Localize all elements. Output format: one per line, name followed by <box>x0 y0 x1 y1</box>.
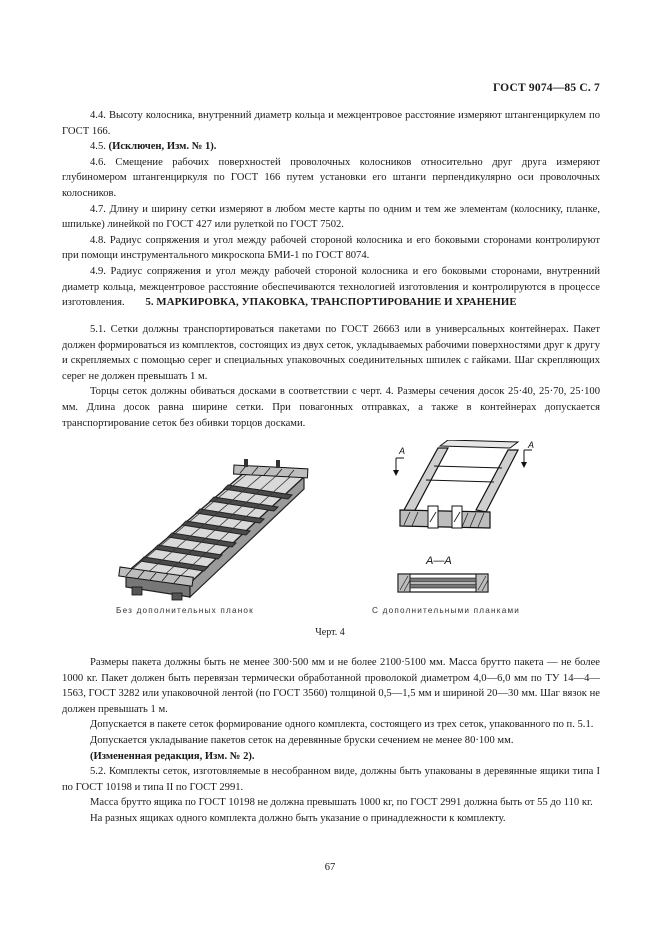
paragraph: 5.2. Комплекты сеток, изготовляемые в несобранном виде, должны быть упакованы в деревянные ящики типа I по ГОСТ 10198 и типа II по ГОСТ 2991. <box>62 766 600 793</box>
paragraph: Размеры пакета должны быть не менее 300·500 мм и не более 2100·5100 мм. Масса брутто пакета — не более 1000 кг. Пакет должен быть перевязан термически обработанной проволокой диаметром 4,0—6,0 мм по ТУ 14—4—1563, ГОСТ 3282 или упаковочной лентой (по ГОСТ 3560) толщиной 0,5—1,5 мм и шириной 20—30 мм. Шаг вязок не должен превышать 1 м. <box>62 657 600 715</box>
paragraph: 4.5. (Исключен, Изм. № 1). <box>90 141 217 153</box>
section-title: 5. МАРКИРОВКА, УПАКОВКА, ТРАНСПОРТИРОВАНИЕ И ХРАНЕНИЕ <box>145 296 517 308</box>
paragraph: Допускается укладывание пакетов сеток на деревянные бруски сечением не менее 80·100 мм. <box>90 734 514 746</box>
paragraph: Масса брутто ящика по ГОСТ 10198 не должна превышать 1000 кг, по ГОСТ 2991 должна быть от 55 до 110 кг. <box>90 797 593 809</box>
section-4-text <box>62 108 600 311</box>
paragraph: 4.6. Смещение рабочих поверхностей проволочных колосников относительно друг друга измеряют глубиномером штангенциркуля по ГОСТ 166 путем установки его штанги перпендикулярно оси проволочных колосников. <box>62 156 600 199</box>
paragraph: 4.8. Радиус сопряжения и угол между рабочей стороной колосника и его боковыми сторонами контролируют при помощи инструментального микроскопа БМИ-1 по ГОСТ 8074. <box>62 234 600 262</box>
paragraph: 5.1. Сетки должны транспортироваться пакетами по ГОСТ 26663 или в универсальных контейнерах. Пакет должен формироваться из комплектов, состоящих из двух сеток, укладываемых рабочими поверхностями друг к другу и скрепляемых с помощью серег и специальных упаковочных соединительных шпилек с гайками. Шаг скрепляющих серег не должен превышать 1 м. <box>62 324 600 382</box>
paragraph: (Измененная редакция, Изм. № 2). <box>90 750 255 762</box>
section-5-continued <box>62 655 600 827</box>
section-mark-a-right: А <box>528 440 535 450</box>
package-drawing-right <box>390 440 540 605</box>
package-drawing-left <box>116 455 326 605</box>
paragraph: 4.7. Длину и ширину сетки измеряют в любом месте карты по одним и тем же элементам (колоснику, планке, шпильке) линейкой по ГОСТ 427 или рулеткой по ГОСТ 7502. <box>62 203 600 231</box>
page-header: ГОСТ 9074—85 С. 7 <box>492 82 600 94</box>
figure-caption-left: Без дополнительных планок <box>116 606 254 615</box>
figure-number: Черт. 4 <box>315 627 345 638</box>
paragraph: На разных ящиках одного комплекта должно быть указание о принадлежности к комплекту. <box>90 812 506 824</box>
paragraph: Торцы сеток должны обиваться досками в соответствии с черт. 4. Размеры сечения досок 25·40, 25·70, 25·100 мм. Длина досок равна ширине сетки. При повагонных отправках, а также в контейнерах допускается транспортирование сеток без обивки торцов досками. <box>62 386 600 429</box>
section-label: А—А <box>426 555 452 567</box>
paragraph: 4.4. Высоту колосника, внутренний диаметр кольца и межцентровое расстояние измеряют штангенциркулем по ГОСТ 166. <box>62 110 600 137</box>
paragraph: 4.9. Радиус сопряжения и угол между рабочей стороной колосника и его боковыми сторонами, внутренний диаметр кольца, межцентровое расстояние обеспечиваются технологией изготовления и контролируются в процессе изготовления. <box>62 265 600 309</box>
page-number: 67 <box>324 862 336 873</box>
figure-caption-right: С дополнительными планками <box>372 606 521 615</box>
section-mark-a: А <box>399 446 406 456</box>
paragraph: Допускается в пакете сеток формирование одного комплекта, состоящего из трех сеток, упакованного по п. 5.1. <box>90 719 594 731</box>
section-5-text <box>62 322 600 431</box>
